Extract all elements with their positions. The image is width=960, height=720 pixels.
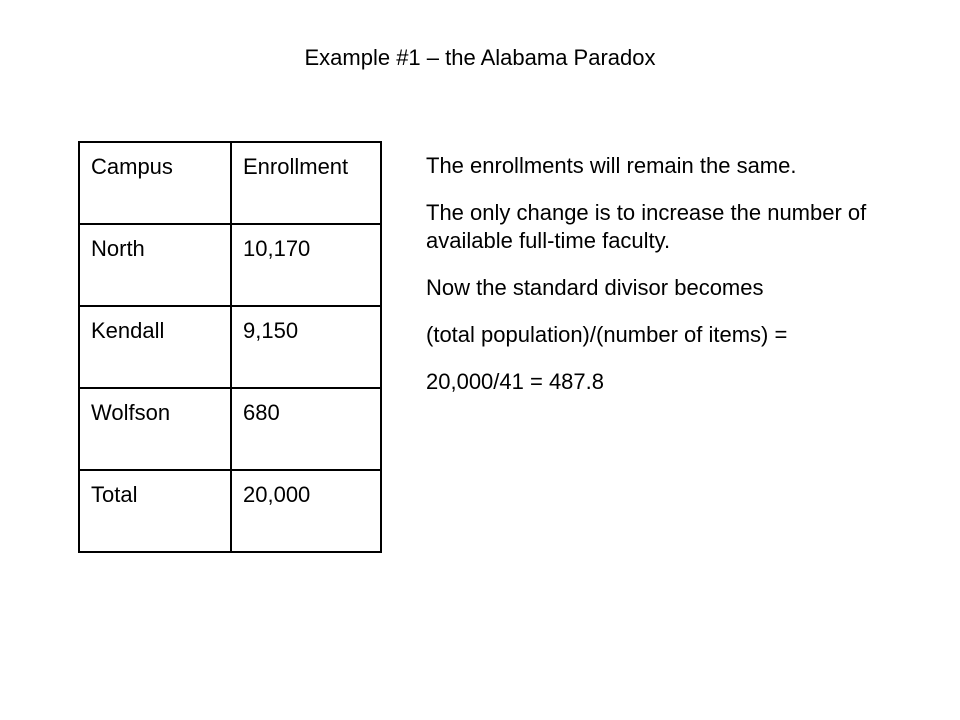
note-divisor-result: 20,000/41 = 487.8 — [426, 369, 604, 394]
note-enrollments-same: The enrollments will remain the same. — [426, 153, 797, 178]
note-divisor-formula: (total population)/(number of items) = — [426, 322, 788, 347]
table-row — [79, 224, 381, 306]
enrollment-cell: 10,170 — [231, 224, 381, 306]
table-row — [79, 388, 381, 470]
note-faculty-change: The only change is to increase the number of available full-time faculty. — [426, 200, 867, 253]
campus-cell: Kendall — [79, 306, 231, 388]
table-row — [79, 306, 381, 388]
campus-cell: Wolfson — [79, 388, 231, 470]
enrollment-table-container — [78, 141, 382, 553]
campus-cell: North — [79, 224, 231, 306]
table-row — [79, 470, 381, 552]
note-standard-divisor: Now the standard divisor becomes — [426, 275, 764, 300]
campus-cell: Total — [79, 470, 231, 552]
header-enrollment: Enrollment — [231, 142, 381, 224]
slide-title: Example #1 – the Alabama Paradox — [304, 45, 656, 70]
header-campus: Campus — [79, 142, 231, 224]
explanation-text — [426, 152, 926, 415]
enrollment-cell: 20,000 — [231, 470, 381, 552]
enrollment-table — [78, 141, 382, 553]
enrollment-cell: 680 — [231, 388, 381, 470]
table-header-row — [79, 142, 381, 224]
enrollment-cell: 9,150 — [231, 306, 381, 388]
